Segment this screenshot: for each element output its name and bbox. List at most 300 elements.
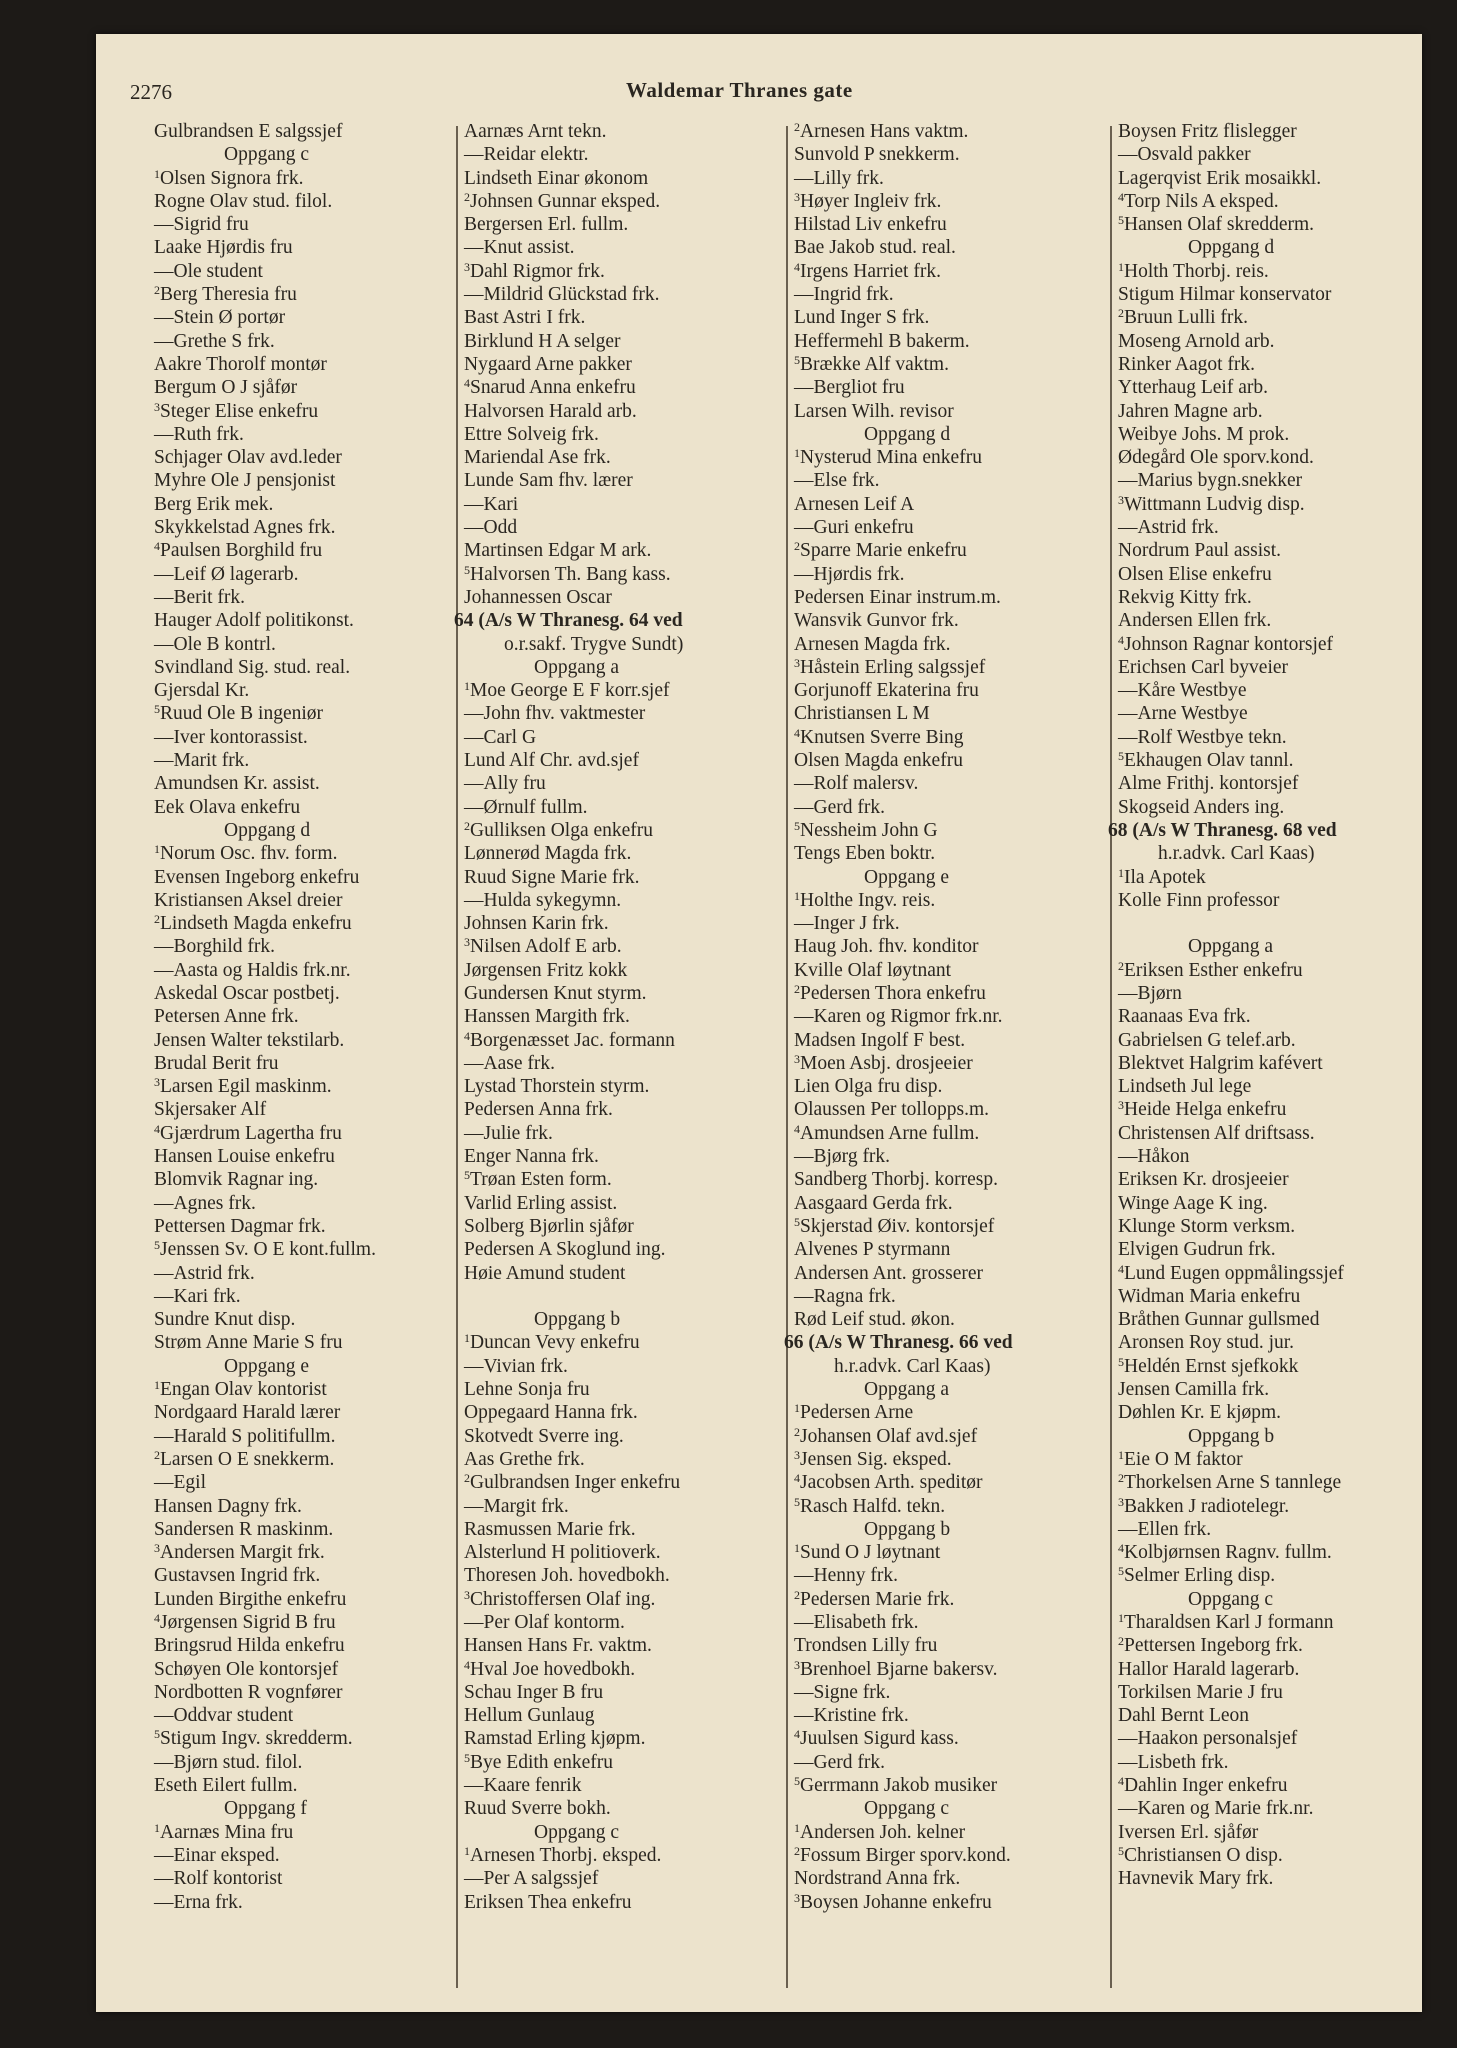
line-text: Sandersen R maskinm. <box>154 1518 334 1540</box>
line-text: —Ally fru <box>464 773 546 795</box>
line-text: Amundsen Arne fullm. <box>800 1122 980 1144</box>
directory-subentry <box>1108 1145 1418 1168</box>
line-text: —Else frk. <box>794 470 880 492</box>
line-text: —Signe frk. <box>794 1681 891 1703</box>
line-text: Bergersen Erl. fullm. <box>464 214 629 236</box>
directory-entry <box>1108 1029 1418 1052</box>
directory-entry <box>144 1168 500 1191</box>
line-text: Oppgang a <box>1188 936 1274 958</box>
directory-entry <box>1108 1448 1418 1471</box>
directory-entry <box>144 1308 500 1331</box>
line-text: Bae Jakob stud. real. <box>794 237 956 259</box>
directory-entry <box>144 1098 500 1121</box>
line-text: Brække Alf vaktm. <box>800 353 949 375</box>
line-text: —Rolf kontorist <box>154 1868 283 1890</box>
line-text: o.r.sakf. Trygve Sundt) <box>504 633 684 655</box>
line-text: Christensen Alf driftsass. <box>1118 1122 1315 1144</box>
line-text: —Marit frk. <box>154 750 250 772</box>
line-text: Solberg Bjørlin sjåfør <box>464 1215 634 1237</box>
stair-number: 2 <box>1118 958 1124 973</box>
line-text: Alsterlund H politioverk. <box>464 1542 661 1564</box>
line-text: Kolbjørnsen Ragnv. fullm. <box>1124 1542 1332 1564</box>
line-text: —Carl G <box>464 726 537 748</box>
line-text: Aarnæs Mina fru <box>160 1821 294 1843</box>
line-text: Blomvik Ragnar ing. <box>154 1169 319 1191</box>
line-text: Rasmussen Marie frk. <box>464 1518 636 1540</box>
line-text: Eriksen Thea enkefru <box>464 1891 632 1913</box>
directory-subentry <box>144 935 500 958</box>
line-text: Winge Aage K ing. <box>1118 1192 1268 1214</box>
section-heading <box>1108 236 1418 259</box>
directory-entry <box>144 866 500 889</box>
line-text: Skotvedt Sverre ing. <box>464 1425 624 1447</box>
line-text: Lund Eugen oppmålingssjef <box>1124 1262 1344 1284</box>
stair-number: 4 <box>794 259 800 274</box>
line-text: —Astrid frk. <box>154 1262 255 1284</box>
line-text: Gulbrandsen Inger enkefru <box>470 1472 681 1494</box>
line-text: Oppgang c <box>534 1821 620 1843</box>
line-text: Heldén Ernst sjefkokk <box>1124 1355 1299 1377</box>
line-text: —Ingrid frk. <box>794 284 894 306</box>
directory-subentry <box>1108 679 1418 702</box>
stair-number: 5 <box>794 1214 800 1229</box>
line-text: Arnesen Hans vaktm. <box>800 121 969 142</box>
line-text: Lehne Sonja fru <box>464 1379 590 1401</box>
line-text: Madsen Ingolf F best. <box>794 1029 966 1051</box>
line-text: Myhre Ole J pensjonist <box>154 470 336 492</box>
directory-subentry <box>144 563 500 586</box>
line-text: Kville Olaf løytnant <box>794 959 952 981</box>
line-text: Boysen Johanne enkefru <box>800 1891 992 1913</box>
line-text: —Per Olaf kontorm. <box>464 1612 625 1633</box>
line-text: h.r.advk. Carl Kaas) <box>834 1355 991 1377</box>
line-text: Arnesen Thorbj. eksped. <box>470 1844 662 1866</box>
line-text: Holthe Ingv. reis. <box>800 889 936 911</box>
line-text: —Odd <box>464 517 518 539</box>
line-text: —Rolf malersv. <box>794 773 919 795</box>
directory-entry <box>1108 1541 1418 1564</box>
line-text: Christiansen L M <box>794 703 930 725</box>
line-text: —Mildrid Glückstad frk. <box>464 284 660 306</box>
line-text: Ytterhaug Leif arb. <box>1118 377 1268 399</box>
directory-entry <box>1108 283 1418 306</box>
line-text: Duncan Vevy enkefru <box>470 1332 640 1354</box>
line-text: Pedersen Thora enkefru <box>800 982 986 1004</box>
line-text: Olsen Magda enkefru <box>794 750 963 772</box>
line-text: Pedersen Einar instrum.m. <box>794 586 1001 608</box>
line-text: Oppgang c <box>864 1798 950 1820</box>
line-text: Johnson Ragnar kontorsjef <box>1124 633 1334 655</box>
directory-entry <box>1108 959 1418 982</box>
line-text: Ruud Ole B ingeniør <box>160 703 324 725</box>
line-text: Steger Elise enkefru <box>160 400 319 422</box>
line-text: Snarud Anna enkefru <box>470 377 636 399</box>
stair-number: 2 <box>464 1471 470 1486</box>
directory-entry <box>1108 1262 1418 1285</box>
line-text: Widman Maria enkefru <box>1118 1285 1301 1307</box>
stair-number: 3 <box>794 1051 800 1066</box>
stair-number: 1 <box>464 1331 470 1346</box>
line-text: —Lisbeth frk. <box>1118 1751 1229 1773</box>
directory-entry <box>1108 1308 1418 1331</box>
line-text: Weibye Johs. M prok. <box>1118 423 1290 445</box>
line-text: Høie Amund student <box>464 1262 626 1284</box>
directory-entry <box>1108 1564 1418 1587</box>
line-text: —Ragna frk. <box>794 1285 896 1307</box>
line-text: Nordrum Paul assist. <box>1118 540 1282 562</box>
directory-entry <box>144 1005 500 1028</box>
line-text: Varlid Erling assist. <box>464 1192 618 1214</box>
line-text: Johnsen Gunnar eksped. <box>470 190 661 212</box>
directory-entry <box>144 446 500 469</box>
directory-entry <box>1108 1658 1418 1681</box>
line-text: Oppgang f <box>224 1798 307 1820</box>
line-text: Aas Grethe frk. <box>464 1448 585 1470</box>
stair-number: 4 <box>1118 1774 1124 1789</box>
directory-entry <box>144 1401 500 1424</box>
line-text: Dahlin Inger enkefru <box>1124 1775 1288 1797</box>
line-text: h.r.advk. Carl Kaas) <box>1158 843 1315 865</box>
directory-entry <box>1108 1285 1418 1308</box>
stair-number: 4 <box>464 1657 470 1672</box>
directory-entry <box>1108 1634 1418 1657</box>
line-text: —Marius bygn.snekker <box>1118 470 1303 492</box>
directory-subentry <box>1108 143 1418 166</box>
directory-entry <box>1108 423 1418 446</box>
directory-subentry <box>144 306 500 329</box>
directory-entry <box>144 1634 500 1657</box>
line-text: Wittmann Ludvig disp. <box>1124 493 1305 515</box>
directory-entry <box>1108 493 1418 516</box>
line-text: Thoresen Joh. hovedbokh. <box>464 1565 670 1587</box>
stair-number: 3 <box>154 399 160 414</box>
line-text: Oppgang d <box>864 423 951 445</box>
line-text: Stigum Ingv. skredderm. <box>160 1728 353 1750</box>
line-text: —Berit frk. <box>154 586 245 608</box>
line-text: —Agnes frk. <box>154 1192 256 1214</box>
line-text: Jørgensen Sigrid B fru <box>160 1612 336 1633</box>
stair-number: 1 <box>794 1541 800 1556</box>
line-text: Jacobsen Arth. speditør <box>800 1472 983 1494</box>
line-text: Pedersen Marie frk. <box>800 1588 955 1610</box>
directory-entry <box>1108 1215 1418 1238</box>
stair-number: 1 <box>464 1843 470 1858</box>
line-text: Schøyen Ole kontorsjef <box>154 1658 339 1680</box>
section-heading <box>144 143 500 166</box>
line-text: Hallor Harald lagerarb. <box>1118 1658 1300 1680</box>
line-text: Jensen Camilla frk. <box>1118 1379 1270 1401</box>
directory-subentry <box>144 423 500 446</box>
line-text: Nilsen Adolf E arb. <box>470 936 622 958</box>
line-text: Gjersdal Kr. <box>154 680 250 702</box>
line-text: Tharaldsen Karl J formann <box>1124 1612 1334 1633</box>
line-text: —Hjørdis frk. <box>794 563 905 585</box>
line-text: Engan Olav kontorist <box>160 1379 327 1401</box>
directory-page <box>96 34 1422 2012</box>
line-text: Christoffersen Olaf ing. <box>470 1588 656 1610</box>
stair-number: 2 <box>154 912 160 927</box>
stair-number: 5 <box>1118 1843 1124 1858</box>
line-text: —Einar eksped. <box>154 1844 280 1866</box>
line-text: Andersen Margit frk. <box>160 1542 325 1564</box>
line-text: —Grethe S frk. <box>154 330 275 352</box>
directory-entry <box>1108 866 1418 889</box>
line-text: Oppgang b <box>534 1309 621 1331</box>
directory-entry <box>144 1681 500 1704</box>
line-text: —Kari frk. <box>154 1285 241 1307</box>
directory-entry <box>1108 1355 1418 1378</box>
stair-number: 3 <box>1118 492 1124 507</box>
line-text: Lunde Sam fhv. lærer <box>464 470 633 492</box>
directory-entry <box>1108 1331 1418 1354</box>
line-text: Gorjunoff Ekaterina fru <box>794 680 979 702</box>
stair-number: 5 <box>464 1168 470 1183</box>
line-text: —Lilly frk. <box>794 167 884 189</box>
directory-entry <box>144 1495 500 1518</box>
stair-number: 2 <box>794 1424 800 1439</box>
stair-number: 3 <box>1118 1098 1124 1113</box>
directory-entry <box>144 1215 500 1238</box>
directory-subentry <box>1108 1797 1418 1820</box>
line-text: Lund Alf Chr. avd.sjef <box>464 750 639 772</box>
stair-number: 4 <box>1118 189 1124 204</box>
line-text: Borgenæsset Jac. formann <box>470 1029 675 1051</box>
line-text: Pettersen Ingeborg frk. <box>1124 1635 1303 1657</box>
line-text: —Sigrid fru <box>154 214 249 236</box>
stair-number: 2 <box>794 1587 800 1602</box>
line-text: —John fhv. vaktmester <box>464 703 646 725</box>
line-text: Eseth Eilert fullm. <box>154 1775 298 1797</box>
directory-subentry <box>144 1891 500 1914</box>
line-text: —Aase frk. <box>464 1052 555 1074</box>
directory-entry <box>1108 213 1418 236</box>
directory-entry <box>144 1075 500 1098</box>
directory-entry <box>144 1238 500 1261</box>
line-text: —Astrid frk. <box>1118 517 1219 539</box>
line-text: Gabrielsen G telef.arb. <box>1118 1029 1296 1051</box>
directory-subentry <box>1108 702 1418 725</box>
line-text: Knutsen Sverre Bing <box>800 726 964 748</box>
line-text: Raanaas Eva frk. <box>1118 1006 1251 1028</box>
directory-entry <box>144 1145 500 1168</box>
line-text: Eriksen Kr. drosjeeier <box>1118 1169 1289 1191</box>
line-text: Sunvold P snekkerm. <box>794 144 960 166</box>
line-text: Gerrmann Jakob musiker <box>800 1775 998 1797</box>
directory-subentry <box>144 1471 500 1494</box>
directory-entry <box>1108 1122 1418 1145</box>
stair-number: 5 <box>464 1750 470 1765</box>
line-text: Wansvik Gunvor frk. <box>794 610 959 632</box>
line-text: Andersen Ellen frk. <box>1118 610 1272 632</box>
stair-number: 4 <box>1118 1261 1124 1276</box>
directory-entry <box>144 120 500 143</box>
line-text: Hansen Louise enkefru <box>154 1146 335 1168</box>
line-text: Fossum Birger sporv.kond. <box>800 1844 1011 1866</box>
line-text: —Iver kontorassist. <box>154 726 308 748</box>
directory-entry <box>1108 1495 1418 1518</box>
directory-entry <box>1108 446 1418 469</box>
line-text: Schau Inger B fru <box>464 1681 604 1703</box>
line-text: —Ruth frk. <box>154 423 244 445</box>
line-text: Bast Astri I frk. <box>464 307 586 329</box>
stair-number: 5 <box>794 1774 800 1789</box>
directory-entry <box>144 1774 500 1797</box>
spacer <box>1108 912 1418 935</box>
line-text: Jørgensen Fritz kokk <box>464 959 628 981</box>
directory-entry <box>144 912 500 935</box>
directory-entry <box>1108 1005 1418 1028</box>
directory-subentry <box>144 260 500 283</box>
line-text: Askedal Oscar postbetj. <box>154 982 340 1004</box>
stair-number: 1 <box>1118 1611 1124 1625</box>
line-text: Trøan Esten form. <box>470 1169 612 1191</box>
line-text: Oppgang e <box>864 866 950 888</box>
line-text: —Haakon personalsjef <box>1118 1728 1298 1750</box>
line-text: Eek Olava enkefru <box>154 796 301 818</box>
directory-entry <box>144 609 500 632</box>
stair-number: 2 <box>794 120 800 134</box>
directory-entry <box>1108 609 1418 632</box>
line-text: —Bergliot fru <box>794 377 905 399</box>
line-text: —Harald S politifullm. <box>154 1425 336 1447</box>
running-head: Waldemar Thranes gate <box>626 78 853 102</box>
directory-subentry <box>144 1262 500 1285</box>
line-text: Lindseth Einar økonom <box>464 167 649 189</box>
directory-subentry <box>144 1192 500 1215</box>
line-text: Irgens Harriet frk. <box>800 260 941 282</box>
line-text: Ødegård Ole sporv.kond. <box>1118 447 1314 469</box>
directory-entry <box>1108 563 1418 586</box>
stair-number: 2 <box>154 283 160 298</box>
line-text: Sparre Marie enkefru <box>800 540 967 562</box>
directory-entry <box>1108 190 1418 213</box>
stair-number: 2 <box>1118 1471 1124 1486</box>
stair-number: 5 <box>794 352 800 367</box>
line-text: —Erna frk. <box>154 1891 243 1913</box>
directory-entry <box>1108 1774 1418 1797</box>
line-text: Rekvig Kitty frk. <box>1118 586 1252 608</box>
directory-entry <box>1108 586 1418 609</box>
directory-entry <box>144 679 500 702</box>
stair-number: 5 <box>464 562 470 577</box>
directory-entry <box>144 1658 500 1681</box>
line-text: Juulsen Sigurd kass. <box>800 1728 959 1750</box>
stair-number: 5 <box>1118 213 1124 228</box>
line-text: Bråthen Gunnar gullsmed <box>1118 1309 1320 1331</box>
line-text: Pettersen Dagmar frk. <box>154 1215 326 1237</box>
stair-number: 1 <box>154 1378 160 1393</box>
stair-number: 2 <box>1118 306 1124 321</box>
stair-number: 1 <box>794 1820 800 1835</box>
line-text: Alvenes P styrmann <box>794 1239 951 1261</box>
line-text: Oppgang c <box>1188 1588 1274 1610</box>
line-text: Nysterud Mina enkefru <box>800 447 982 469</box>
directory-entry <box>1108 1704 1418 1727</box>
directory-entry <box>1108 330 1418 353</box>
line-text: Bergum O J sjåfør <box>154 377 298 399</box>
directory-entry <box>1108 1168 1418 1191</box>
line-text: —Karen og Rigmor frk.nr. <box>794 1006 1003 1028</box>
line-text: Aasgaard Gerda frk. <box>794 1192 953 1214</box>
stair-number: 3 <box>154 1075 160 1090</box>
line-text: Ettre Solveig frk. <box>464 423 599 445</box>
stair-number: 3 <box>154 1541 160 1556</box>
line-text: Jahren Magne arb. <box>1118 400 1263 422</box>
stair-number: 3 <box>794 1657 800 1672</box>
line-text: Sandberg Thorbj. korresp. <box>794 1169 998 1191</box>
line-text: Bakken J radiotelegr. <box>1124 1495 1290 1517</box>
directory-entry <box>144 889 500 912</box>
directory-entry <box>144 702 500 725</box>
line-text: Bye Edith enkefru <box>470 1751 613 1773</box>
line-text: Torkilsen Marie J fru <box>1118 1681 1283 1703</box>
stair-number: 3 <box>1118 1494 1124 1509</box>
line-text: —Julie frk. <box>464 1122 553 1144</box>
stair-number: 5 <box>794 1494 800 1509</box>
line-text: Døhlen Kr. E kjøpm. <box>1118 1402 1282 1424</box>
directory-entry <box>1108 1401 1418 1424</box>
line-text: —Rolf Westbye tekn. <box>1118 726 1287 748</box>
line-text: Stigum Hilmar konservator <box>1118 284 1332 306</box>
stair-number: 5 <box>1118 1354 1124 1369</box>
stair-number: 4 <box>464 1028 470 1043</box>
stair-number: 5 <box>1118 1564 1124 1579</box>
line-text: Mariendal Ase frk. <box>464 447 611 469</box>
stair-number: 3 <box>794 1890 800 1905</box>
line-text: —Gerd frk. <box>794 796 885 818</box>
line-text: Hansen Olaf skredderm. <box>1124 214 1315 236</box>
stair-number: 4 <box>154 1611 160 1625</box>
section-heading <box>1108 1425 1418 1448</box>
stair-number: 1 <box>794 446 800 461</box>
directory-entry <box>1108 167 1418 190</box>
line-text: 66 (A/s W Thranesg. 66 ved <box>784 1332 1013 1354</box>
stair-number: 2 <box>464 818 470 833</box>
line-text: —Gerd frk. <box>794 1751 885 1773</box>
line-text: Norum Osc. fhv. form. <box>160 843 338 865</box>
stair-number: 2 <box>1118 1634 1124 1649</box>
line-text: —Ole student <box>154 260 263 282</box>
line-text: —Ørnulf fullm. <box>464 796 588 818</box>
line-text: —Borghild frk. <box>154 936 275 958</box>
line-text: Halvorsen Harald arb. <box>464 400 637 422</box>
directory-entry <box>144 1052 500 1075</box>
line-text: Dahl Rigmor frk. <box>470 260 605 282</box>
directory-subentry <box>144 330 500 353</box>
directory-entry <box>144 842 500 865</box>
directory-entry <box>144 400 500 423</box>
directory-subentry <box>1108 516 1418 539</box>
stair-number: 2 <box>794 1843 800 1858</box>
line-text: Heffermehl B bakerm. <box>794 330 970 352</box>
line-text: Gulliksen Olga enkefru <box>470 819 654 841</box>
line-text: —Stein Ø portør <box>154 307 286 329</box>
line-text: Enger Nanna frk. <box>464 1146 599 1168</box>
directory-entry <box>1108 1611 1418 1634</box>
line-text: Arnesen Magda frk. <box>794 633 951 655</box>
line-text: Pedersen A Skoglund ing. <box>464 1239 666 1261</box>
stair-number: 4 <box>1118 1541 1124 1556</box>
directory-entry <box>144 283 500 306</box>
directory-entry <box>144 190 500 213</box>
line-text: Oppgang c <box>224 144 310 166</box>
stair-number: 5 <box>1118 749 1124 764</box>
line-text: Larsen O E snekkerm. <box>160 1448 335 1470</box>
line-text: Erichsen Carl byveier <box>1118 656 1289 678</box>
line-text: —Håkon <box>1118 1146 1190 1168</box>
stair-number: 4 <box>794 1727 800 1742</box>
directory-entry <box>144 167 500 190</box>
